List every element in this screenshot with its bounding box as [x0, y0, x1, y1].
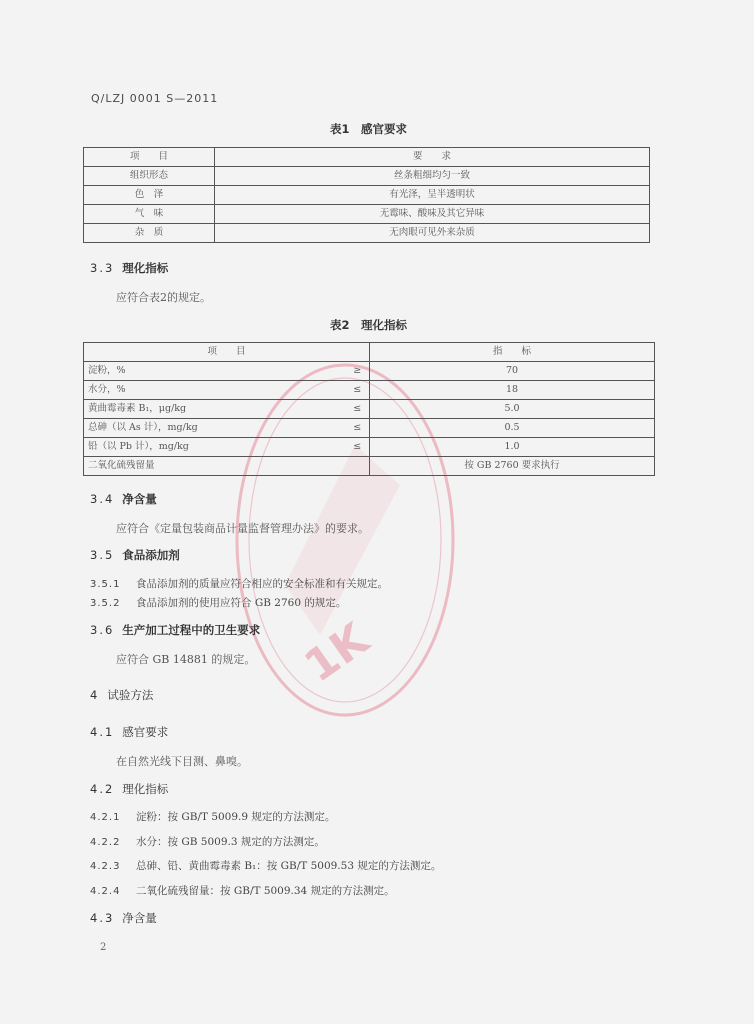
- table-cell: 18: [370, 381, 655, 400]
- table1-sensory: [83, 147, 650, 243]
- section-title: 理化指标: [122, 782, 169, 796]
- clause-number: 4.2.1: [90, 812, 121, 823]
- section-heading: [90, 781, 168, 797]
- section-title: 净含量: [122, 492, 157, 506]
- table-row: [84, 419, 655, 438]
- table-row: [84, 457, 655, 476]
- table-row: [84, 205, 650, 224]
- table-cell: 水分，%: [84, 381, 346, 400]
- table-cell: 二氧化硫残留量: [84, 457, 346, 476]
- section-title: 食品添加剂: [122, 548, 180, 562]
- clause-text: 食品添加剂的使用应符合 GB 2760 的规定。: [136, 597, 347, 609]
- svg-text:1K: 1K: [295, 613, 378, 693]
- section-number: 3.5: [90, 548, 115, 562]
- section-number: 4.3: [90, 911, 115, 925]
- table-header-cell: 项 目: [84, 343, 370, 362]
- table-cell: 无肉眼可见外来杂质: [215, 224, 650, 243]
- table-cell: 0.5: [370, 419, 655, 438]
- clause-text: 二氧化硫残留量：按 GB/T 5009.34 规定的方法测定。: [136, 885, 395, 897]
- section-number: 3.3: [90, 261, 115, 275]
- table-cell: 杂 质: [84, 224, 215, 243]
- section-heading: [90, 491, 157, 507]
- table-cell: 按 GB 2760 要求执行: [370, 457, 655, 476]
- clause-number: 3.5.2: [90, 598, 121, 609]
- table-cell-operator: ≤: [346, 381, 370, 400]
- clause-number: 4.2.2: [90, 837, 121, 848]
- section-number: 3.4: [90, 492, 115, 506]
- section-number: 4: [90, 688, 100, 702]
- table2-caption: 表2 理化指标: [330, 318, 408, 332]
- section-number: 4.2: [90, 782, 115, 796]
- section-number: 4.1: [90, 725, 115, 739]
- section-number: 3.6: [90, 623, 115, 637]
- clause-number: 3.5.1: [90, 579, 121, 590]
- page-number: 2: [100, 942, 107, 953]
- section-heading: [90, 622, 260, 638]
- table-cell: 色 泽: [84, 186, 215, 205]
- table-cell: 气 味: [84, 205, 215, 224]
- table-row: [84, 167, 650, 186]
- table1-caption: 表1 感官要求: [330, 122, 408, 136]
- table-cell-operator: ≥: [346, 362, 370, 381]
- table-row: [84, 362, 655, 381]
- clause-item: [90, 809, 335, 824]
- paragraph: 在自然光线下目测、鼻嗅。: [116, 755, 248, 768]
- clause-text: 淀粉：按 GB/T 5009.9 规定的方法测定。: [136, 811, 336, 823]
- clause-number: 4.2.4: [90, 886, 121, 897]
- table-cell: 组织形态: [84, 167, 215, 186]
- table-cell: 有光泽，呈半透明状: [215, 186, 650, 205]
- table-cell: 5.0: [370, 400, 655, 419]
- table-header-cell: 指 标: [370, 343, 655, 362]
- section-title: 理化指标: [122, 261, 169, 275]
- section-title: 净含量: [122, 911, 157, 925]
- clause-item: [90, 883, 395, 898]
- section-title: 生产加工过程中的卫生要求: [122, 623, 261, 637]
- table-cell: 黄曲霉毒素 B₁，μg/kg: [84, 400, 346, 419]
- table-cell: 1.0: [370, 438, 655, 457]
- section-heading: [90, 260, 168, 276]
- section-heading: [90, 724, 168, 740]
- section-title: 感官要求: [122, 725, 169, 739]
- table-row: [84, 224, 650, 243]
- table-cell-operator: ≤: [346, 419, 370, 438]
- section-heading: [90, 547, 180, 563]
- paragraph: 应符合 GB 14881 的规定。: [116, 653, 256, 666]
- table-cell: 铅（以 Pb 计），mg/kg: [84, 438, 346, 457]
- table-header-cell: 项 目: [84, 148, 215, 167]
- paragraph: 应符合《定量包装商品计量监督管理办法》的要求。: [116, 522, 369, 535]
- clause-item: [90, 595, 346, 610]
- section-heading: [90, 687, 153, 703]
- clause-text: 总砷、铅、黄曲霉毒素 B₁：按 GB/T 5009.53 规定的方法测定。: [136, 860, 442, 872]
- table-cell-operator: ≤: [346, 438, 370, 457]
- table-row: [84, 381, 655, 400]
- clause-text: 水分：按 GB 5009.3 规定的方法测定。: [136, 836, 325, 848]
- table-row: [84, 400, 655, 419]
- table-cell: 淀粉，%: [84, 362, 346, 381]
- section-title: 试验方法: [107, 688, 154, 702]
- table-cell: 丝条粗细均匀一致: [215, 167, 650, 186]
- section-heading: [90, 910, 157, 926]
- clause-text: 食品添加剂的质量应符合相应的安全标准和有关规定。: [136, 578, 388, 590]
- table-cell: 70: [370, 362, 655, 381]
- table2-physicochemical: [83, 342, 655, 476]
- table-cell-operator: [346, 457, 370, 476]
- table-header-row: [84, 343, 655, 362]
- table-row: [84, 438, 655, 457]
- paragraph: 应符合表2的规定。: [116, 291, 211, 304]
- clause-item: [90, 834, 325, 849]
- table-header-cell: 要 求: [215, 148, 650, 167]
- table-cell: 无霉味、酸味及其它异味: [215, 205, 650, 224]
- table-row: [84, 186, 650, 205]
- table-cell: 总砷（以 As 计），mg/kg: [84, 419, 346, 438]
- standard-code: Q/LZJ 0001 S—2011: [91, 92, 219, 105]
- clause-item: [90, 576, 388, 591]
- clause-number: 4.2.3: [90, 861, 121, 872]
- table-cell-operator: ≤: [346, 400, 370, 419]
- clause-item: [90, 858, 441, 873]
- table-header-row: [84, 148, 650, 167]
